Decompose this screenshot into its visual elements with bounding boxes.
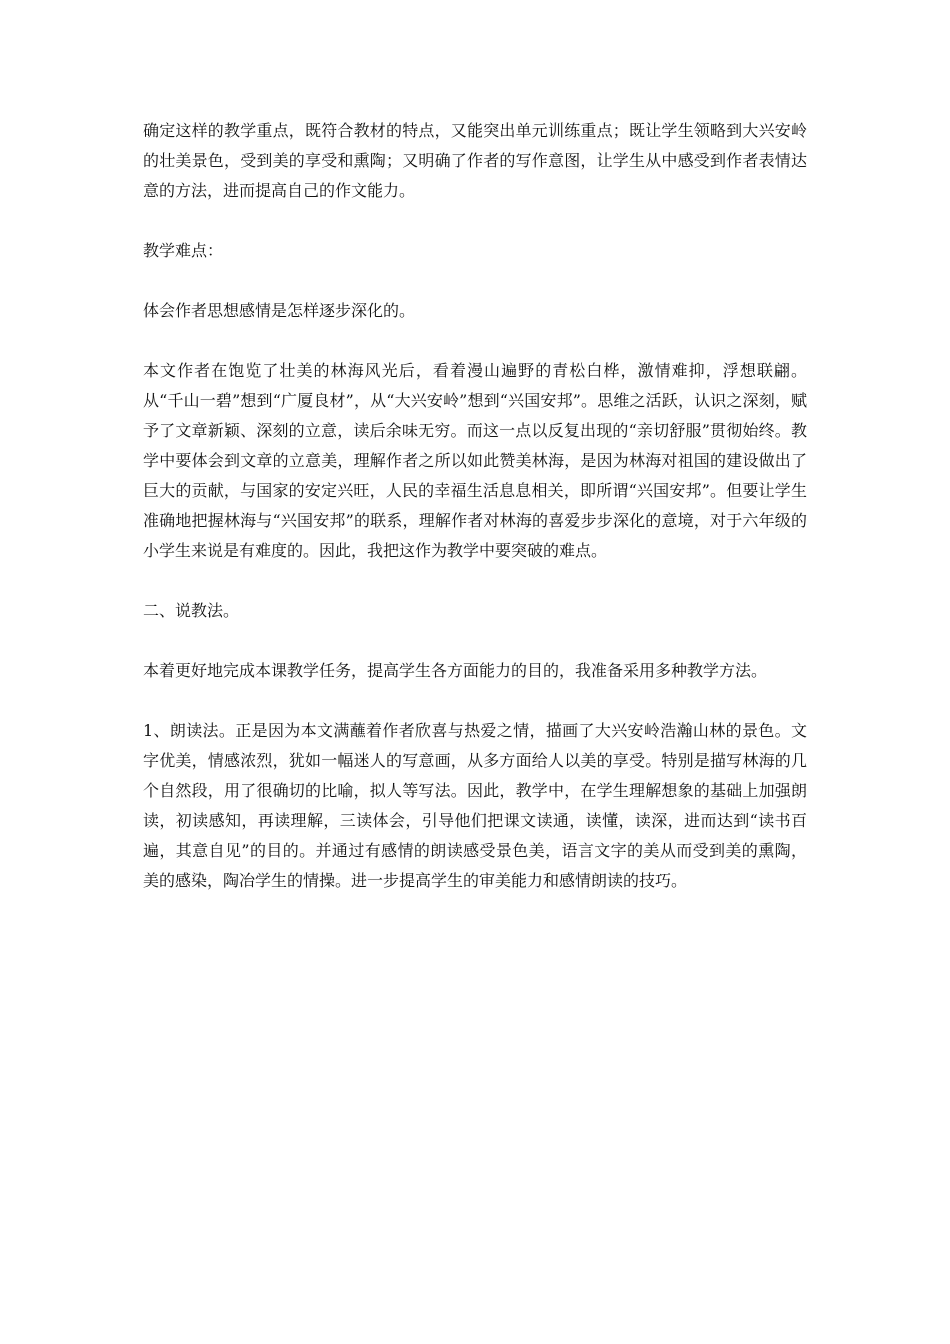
heading-teaching-difficulty: 教学难点：: [143, 241, 224, 260]
paragraph-methods-intro: 本着更好地完成本课教学任务，提高学生各方面能力的目的，我准备采用多种教学方法。: [143, 661, 768, 680]
heading-teaching-methods: 二、说教法。: [143, 601, 240, 620]
document-body: [143, 116, 807, 926]
paragraph-difficulty-summary: 体会作者思想感情是怎样逐步深化的。: [143, 301, 416, 320]
paragraph-key-points-rationale: 确定这样的教学重点，既符合教材的特点，又能突出单元训练重点；既让学生领略到大兴安岭的壮美景色，受到美的享受和熏陶；又明确了作者的写作意图，让学生从中感受到作者表情达意的方法，进而提高自己的作文能力。: [143, 121, 807, 200]
paragraph-reading-method: 1、朗读法。正是因为本文满蘸着作者欣喜与热爱之情，描画了大兴安岭浩瀚山林的景色。文字优美，情感浓烈，犹如一幅迷人的写意画，从多方面给人以美的享受。特别是描写林海的几个自然段，用了很确切的比喻，拟人等写法。因此，教学中，在学生理解想象的基础上加强朗读，初读感知，再读理解，三读体会，引导他们把课文读通，读懂，读深，进而达到“读书百遍，其意自见”的目的。并通过有感情的朗读感受景色美，语言文字的美从而受到美的熏陶，美的感染，陶冶学生的情操。进一步提高学生的审美能力和感情朗读的技巧。: [143, 721, 807, 890]
paragraph-difficulty-explanation: 本文作者在饱览了壮美的林海风光后，看着漫山遍野的青松白桦，激情难抑，浮想联翩。从“千山一碧”想到“广厦良材”，从“大兴安岭”想到“兴国安邦”。思维之活跃，认识之深刻，赋予了文章新颖、深刻的立意，读后余味无穷。而这一点以反复出现的“亲切舒服”贯彻始终。教学中要体会到文章的立意美，理解作者之所以如此赞美林海，是因为林海对祖国的建设做出了巨大的贡献，与国家的安定兴旺，人民的幸福生活息息相关，即所谓“兴国安邦”。但要让学生准确地把握林海与“兴国安邦”的联系，理解作者对林海的喜爱步步深化的意境，对于六年级的小学生来说是有难度的。因此，我把这作为教学中要突破的难点。: [143, 361, 807, 560]
